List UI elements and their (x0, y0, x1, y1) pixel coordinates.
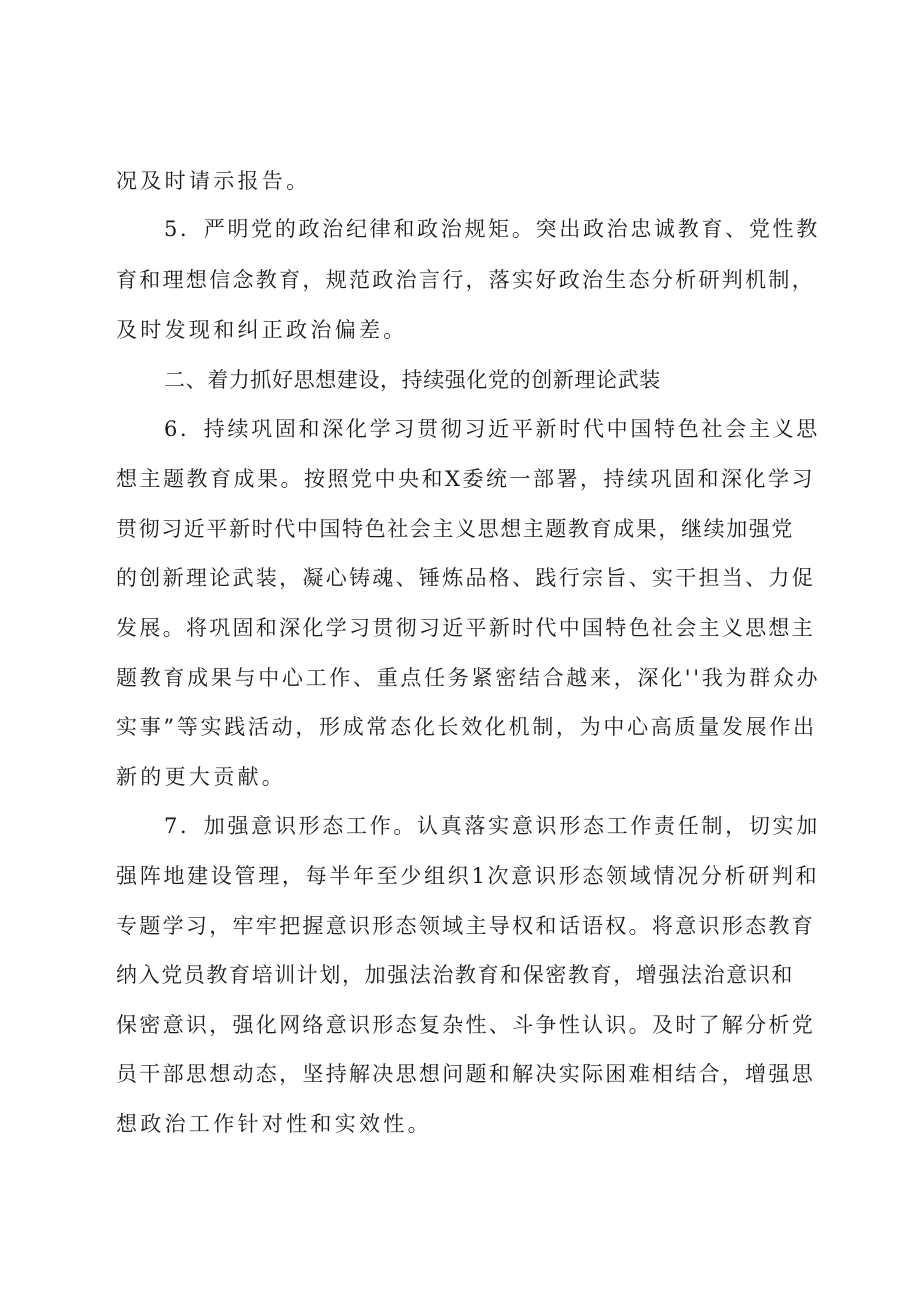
item-5-line-3: 及时发现和纠正政治偏差。 (116, 318, 408, 342)
item-5-line-1: 5．严明党的政治纪律和政治规矩。突出政治忠诚教育、党性教 (164, 217, 820, 241)
item-6-line-4: 的创新理论武装，凝心铸魂、锤炼品格、践行宗旨、实干担当、力促 (116, 566, 815, 590)
item-6-line-3: 贯彻习近平新时代中国特色社会主义思想主题教育成果，继续加强党 (116, 517, 794, 541)
item-6-line-8: 新的更大贡献。 (116, 765, 287, 789)
paragraph-line: 况及时请示报告。 (116, 169, 311, 193)
item-7-line-4: 纳入党员教育培训计划，加强法治教育和保密教育，增强法治意识和 (116, 963, 794, 987)
item-6-line-5: 发展。将巩固和深化学习贯彻习近平新时代中国特色社会主义思想主 (116, 616, 815, 640)
item-7-line-6: 员干部思想动态，坚持解决思想问题和解决实际困难相结合，增强思 (116, 1062, 815, 1086)
item-6-line-7: 实事”等实践活动，形成常态化长效化机制，为中心高质量发展作出 (116, 715, 817, 739)
item-7-line-5: 保密意识，强化网络意识形态复杂性、斗争性认识。及时了解分析党 (116, 1013, 815, 1037)
section-heading: 二、着力抓好思想建设，持续强化党的创新理论武装 (164, 368, 661, 392)
item-6-line-6: 题教育成果与中心工作、重点任务紧密结合越来，深化''我为群众办 (116, 666, 821, 690)
item-7-line-7: 想政治工作针对性和实效性。 (116, 1112, 432, 1136)
item-7-line-2: 强阵地建设管理，每半年至少组织1次意识形态领域情况分析研判和 (116, 864, 820, 888)
item-7-line-1: 7．加强意识形态工作。认真落实意识形态工作责任制，切实加 (164, 814, 820, 838)
item-5-line-2: 育和理想信念教育，规范政治言行，落实好政治生态分析研判机制， (116, 268, 815, 292)
item-6-line-1: 6．持续巩固和深化学习贯彻习近平新时代中国特色社会主义思 (164, 417, 820, 441)
item-6-line-2: 想主题教育成果。按照党中央和X委统一部署，持续巩固和深化学习 (116, 467, 815, 491)
item-7-line-3: 专题学习，牢牢把握意识形态领域主导权和话语权。将意识形态教育 (116, 914, 815, 938)
